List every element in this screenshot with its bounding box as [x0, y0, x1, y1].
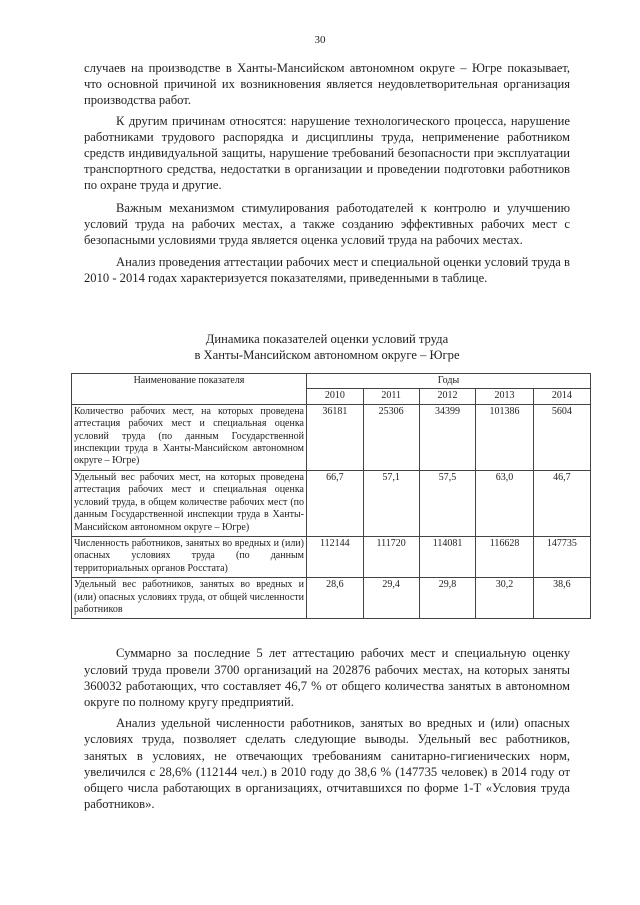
header-years: Годы	[307, 374, 591, 389]
row-value: 25306	[363, 404, 419, 470]
indicators-table	[71, 373, 591, 619]
header-year: 2012	[419, 389, 476, 404]
row-value: 29,8	[419, 578, 476, 619]
row-value: 112144	[307, 536, 364, 577]
paragraph-3: Важным механизмом стимулирования работодателей к контролю и улучшению условий труда на рабочих местах, а также созданию эффективных рабочих мест с безопасными условиями труда является оценка условий труда на рабочих местах.	[84, 200, 570, 248]
row-value: 30,2	[476, 578, 533, 619]
page-number: 30	[314, 34, 326, 46]
row-value: 36181	[307, 404, 364, 470]
paragraph-4: Анализ проведения аттестации рабочих мест и специальной оценки условий труда в 2010 - 2014 годах характеризуется показателями, приведенными в таблице.	[84, 255, 570, 286]
table-title	[84, 331, 570, 363]
row-value: 5604	[533, 404, 590, 470]
header-year: 2014	[533, 389, 590, 404]
document-body	[74, 60, 577, 812]
table-title-line-1: Динамика показателей оценки условий труда	[205, 331, 449, 346]
row-value: 147735	[533, 536, 590, 577]
header-year: 2013	[476, 389, 533, 404]
table-row	[72, 404, 591, 470]
paragraph-1: случаев на производстве в Ханты-Мансийском автономном округе – Югре показывает, что основной причиной их возникновения является неудовлетворительная организация производства работ.	[84, 61, 570, 108]
row-value: 111720	[363, 536, 419, 577]
row-name: Численность работников, занятых во вредных и (или) опасных условиях труда (по данным территориальных органов Росстата)	[72, 536, 307, 577]
paragraph-2: К другим причинам относятся: нарушение технологического процесса, нарушение работниками трудового распорядка и дисциплины труда, неприменение работником средств индивидуальной защиты, нарушение требований безопасности при эксплуатации транспортного средства, недостатки в организации и проведении подготовки работников по охране труда и другие.	[84, 113, 570, 193]
row-name: Удельный вес работников, занятых во вредных и (или) опасных условиях труда, от общей численности работников	[72, 578, 307, 619]
paragraph-5: Суммарно за последние 5 лет аттестацию рабочих мест и специальную оценку условий труда провели 3700 организаций на 202876 рабочих местах, на которых заняты 360032 работающих, что составляет 46,7 % от общего количества занятых в автономном округе по полному кругу предприятий.	[84, 646, 570, 709]
header-year: 2010	[307, 389, 364, 404]
row-value: 116628	[476, 536, 533, 577]
row-name: Удельный вес рабочих мест, на которых проведена аттестация рабочих мест и специальная оценка условий труда, в общем количестве рабочих мест (по данным Государственной инспекции труда в Ханты-Мансийском автономном округе – Югре)	[72, 470, 307, 536]
row-value: 28,6	[307, 578, 364, 619]
row-name: Количество рабочих мест, на которых проведена аттестация рабочих мест и специальная оценка условий труда (по данным Государственной инспекции труда в Ханты-Мансийском автономном округе – Югре)	[72, 404, 307, 470]
row-value: 57,1	[363, 470, 419, 536]
table-row	[72, 470, 591, 536]
header-year: 2011	[363, 389, 419, 404]
header-indicator-name: Наименование показателя	[72, 374, 307, 405]
paragraph-6: Анализ удельной численности работников, занятых во вредных и (или) опасных условиях труда, позволяет сделать следующие выводы. Удельный вес работников, занятых в условиях, не отвечающих требованиям санитарно-гигиенических норм, увеличился с 28,6% (112144 чел.) в 2010 году до 38,6 % (147735 человек) в 2014 году от общего числа работающих в организациях, отчитавшихся по форме 1-Т «Условия труда работников».	[84, 716, 570, 812]
row-value: 66,7	[307, 470, 364, 536]
table-row	[72, 578, 591, 619]
row-value: 114081	[419, 536, 476, 577]
row-value: 34399	[419, 404, 476, 470]
table-title-line-2: в Ханты-Мансийском автономном округе – Югре	[194, 347, 460, 362]
table-row	[72, 536, 591, 577]
row-value: 29,4	[363, 578, 419, 619]
row-value: 46,7	[533, 470, 590, 536]
row-value: 38,6	[533, 578, 590, 619]
row-value: 63,0	[476, 470, 533, 536]
row-value: 101386	[476, 404, 533, 470]
row-value: 57,5	[419, 470, 476, 536]
